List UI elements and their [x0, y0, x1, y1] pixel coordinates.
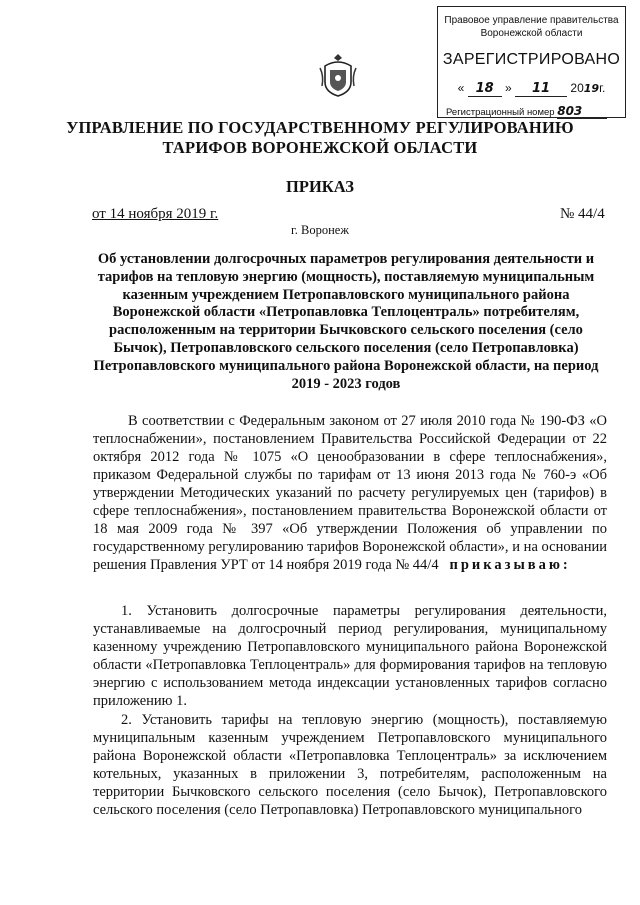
document-number: № 44/4	[560, 206, 605, 222]
prikazyvayu-word: приказываю:	[449, 557, 571, 573]
stamp-registration	[446, 104, 625, 119]
stamp-year: 19	[583, 82, 600, 95]
stamp-reg-number: 803	[557, 104, 607, 119]
item-1: 1. Установить долгосрочные параметры регулирования деятельности, устанавливаемые на долгосрочный период регулирования, муниципальному казенному учреждению Петропавловского муниципального района Воронежской области «Петропавловка Теплоцентраль» для формирования тарифов на тепловую энергию с использованием метода индексации установленных тарифов согласно приложению 1.	[93, 603, 607, 709]
stamp-year-suffix: г.	[599, 81, 606, 95]
stamp-status: ЗАРЕГИСТРИРОВАНО	[442, 51, 621, 68]
coat-of-arms-icon	[318, 52, 358, 98]
stamp-quote-close: »	[505, 81, 512, 95]
stamp-authority-line2: Воронежской области	[480, 28, 583, 39]
document-date: от 14 ноября 2019 г.	[92, 206, 219, 222]
registration-stamp	[437, 6, 626, 118]
authority-name-line2: ТАРИФОВ ВОРОНЕЖСКОЙ ОБЛАСТИ	[162, 138, 478, 157]
stamp-day: 18	[468, 81, 502, 97]
preamble-paragraph	[93, 412, 607, 574]
stamp-authority-line1: Правовое управление правительства	[444, 15, 619, 26]
preamble-text: В соответствии с Федеральным законом от 27 июля 2010 года № 190-ФЗ «О теплоснабжении», постановлением Правительства Российской Федерации от 22 октября 2012 года № 1075 «О ценообразовании в сфере теплоснабжения», приказом Федеральной службы по тарифам от 13 июня 2013 года № 760-э «Об утверждении Методических указаний по расчету регулируемых цен (тарифов) в сфере теплоснабжения», постановлением правительства Воронежской области от 18 мая 2009 года № 397 «Об утверждении Положения об управлении по государственному регулированию тарифов Воронежской области», и на основании решения Правления УРТ от 14 ноября 2019 года № 44/4	[93, 413, 607, 573]
stamp-quote-open: «	[457, 81, 465, 95]
stamp-month: 11	[515, 81, 567, 97]
stamp-year-prefix: 20	[570, 81, 584, 95]
document-type: ПРИКАЗ	[286, 177, 354, 196]
stamp-date	[438, 81, 625, 97]
document-city: г. Воронеж	[291, 223, 349, 237]
stamp-reg-label: Регистрационный номер	[446, 107, 555, 118]
authority-name-line1: УПРАВЛЕНИЕ ПО ГОСУДАРСТВЕННОМУ РЕГУЛИРОВАНИЮ	[66, 118, 574, 137]
item-2: 2. Установить тарифы на тепловую энергию (мощность), поставляемую муниципальным казенным учреждением Петропавловского муниципального района Воронежской области «Петропавловка Теплоцентраль» за исключением котельных, указанных в приложении 3, потребителям, расположенным на территории Бычковского сельского поселения (село Бычок), Петропавловского сельского поселения (село Петропавловка) Петропавловского муниципального	[93, 712, 607, 818]
document-title: Об установлении долгосрочных параметров регулирования деятельности и тарифов на тепловую энергию (мощность), поставляемую муниципальным казенным учреждением Петропавловского муниципального района Воронежской области «Петропавловка Теплоцентраль» потребителям, расположенным на территории Бычковского сельского поселения (село Бычок), Петропавловского сельского поселения (село Петропавловка) Петропавловского муниципального района Воронежской области, на период 2019 - 2023 годов	[93, 251, 599, 392]
